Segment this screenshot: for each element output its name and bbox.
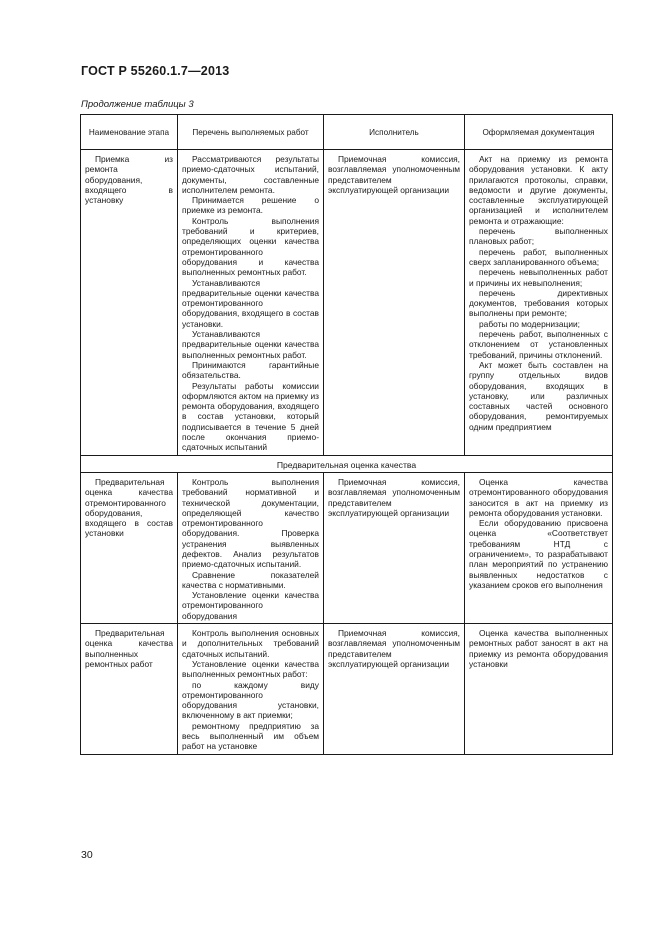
- works-paragraph: Устанавливаются предварительные оценки качества выполненных ремонтных работ.: [182, 329, 319, 360]
- column-header-works: Перечень выполняемых работ: [178, 115, 324, 150]
- table-continuation-caption: Продолжение таблицы 3: [81, 99, 194, 110]
- stage-cell: [81, 472, 178, 623]
- documentation-cell: [465, 624, 613, 755]
- works-paragraph: Результаты работы комиссии оформляются актом на приемку из ремонта оборудования, входящего в состав установки, который подписывается в течение 5 дней после окончания приемо-сдаточных испытаний: [182, 380, 319, 453]
- page-number: 30: [81, 849, 93, 861]
- docs-paragraph: Акт на приемку из ремонта оборудования установки. К акту прилагаются протоколы, справки, ведомости и другие документы, составленные эксплуатирующей организацией и исполнителем ремонта и отражающие:: [469, 154, 608, 226]
- docs-paragraph: Оценка качества отремонтированного оборудования заносится в акт на приемку из ремонта оборудования установки.: [469, 476, 608, 518]
- document-title: ГОСТ Р 55260.1.7—2013: [81, 64, 230, 78]
- works-paragraph: ремонтному предприятию за весь выполненный им объем работ на установке: [182, 720, 319, 752]
- table-row: [81, 624, 613, 755]
- table-row: [81, 472, 613, 623]
- table-header-row: [81, 115, 613, 150]
- executor-cell: [324, 472, 465, 623]
- works-paragraph: Установление оценки качества выполненных ремонтных работ:: [182, 658, 319, 680]
- table-row: [81, 150, 613, 456]
- section-title: Предварительная оценка качества: [81, 455, 613, 472]
- works-paragraph: Устанавливаются предварительные оценки качества отремонтированного оборудования, входящего в состав установки.: [182, 277, 319, 329]
- docs-paragraph: перечень работ, выполненных с отклонением от установленных требований, причины отклонений.: [469, 329, 608, 360]
- stage-cell: [81, 150, 178, 456]
- works-paragraph: Контроль выполнения требований и критериев, определяющих оценки качества отремонтированного оборудования и качества выполненных ремонтных работ.: [182, 215, 319, 278]
- docs-paragraph: Оценка качества выполненных ремонтных работ заносят в акт на приемку из ремонта оборудования установки: [469, 628, 608, 669]
- stage-cell: [81, 624, 178, 755]
- stage-name: Предварительная оценка качества выполненных ремонтных работ: [85, 628, 173, 669]
- docs-paragraph: Акт может быть составлен на группу отдельных видов оборудования, входящих в установку, или различных составных частей основного оборудования, ремонтируемых одним предприятием: [469, 359, 608, 432]
- executor-text: Приемочная комиссия, возглавляемая уполномоченным представителем эксплуатирующей организации: [328, 476, 460, 518]
- documentation-cell: [465, 472, 613, 623]
- column-header-executor: Исполнитель: [324, 115, 465, 150]
- works-paragraph: Принимается решение о приемке из ремонта.: [182, 195, 319, 216]
- executor-text: Приемочная комиссия, возглавляемая уполномоченным представителем эксплуатирующей организации: [328, 628, 460, 669]
- works-paragraph: Контроль выполнения основных и дополнительных требований сдаточных испытаний.: [182, 628, 319, 659]
- documentation-cell: [465, 150, 613, 456]
- works-paragraph: Сравнение показателей качества с нормативными.: [182, 569, 319, 590]
- docs-paragraph: перечень директивных документов, требования которых выполнены при ремонте;: [469, 287, 608, 319]
- column-header-documentation: Оформляемая документация: [465, 115, 613, 150]
- work-stages-table: [80, 114, 613, 755]
- executor-cell: [324, 624, 465, 755]
- works-paragraph: Контроль выполнения требований нормативной и технической документации, определяющей качество отремонтированного оборудования. Проверка устранения выявленных дефектов. Анализ результатов приемо-сдаточных испытаний.: [182, 476, 319, 570]
- stage-name: Предварительная оценка качества отремонтированного оборудования, входящего в состав установки: [85, 476, 173, 539]
- docs-paragraph: перечень выполненных плановых работ;: [469, 226, 608, 247]
- docs-paragraph: перечень невыполненных работ и причины их невыполнения;: [469, 267, 608, 288]
- docs-paragraph: Если оборудованию присвоена оценка «Соответствует требованиям НТД с ограничением», то разрабатывают план мероприятий по устранению выявленных недостатков с указанием сроков его выполнения: [469, 518, 608, 590]
- column-header-stage: Наименование этапа: [81, 115, 178, 150]
- docs-paragraph: работы по модернизации;: [479, 318, 581, 329]
- works-cell: [178, 150, 324, 456]
- works-paragraph: по каждому виду отремонтированного оборудования установки, включенному в акт приемки;: [182, 679, 319, 721]
- works-cell: [178, 472, 324, 623]
- executor-cell: [324, 150, 465, 456]
- works-paragraph: Принимаются гарантийные обязательства.: [182, 359, 319, 381]
- section-header-row: [81, 455, 613, 472]
- docs-paragraph: перечень работ, выполненных сверх запланированного объема;: [469, 246, 608, 267]
- stage-name: Приемка из ремонта оборудования, входящего в установку: [85, 154, 173, 206]
- works-paragraph: Установление оценки качества отремонтированного оборудования: [182, 590, 319, 621]
- works-cell: [178, 624, 324, 755]
- executor-text: Приемочная комиссия, возглавляемая уполномоченным представителем эксплуатирующей организации: [328, 154, 460, 195]
- works-paragraph: Рассматриваются результаты приемо-сдаточных испытаний, документы, составленные исполнителем ремонта.: [182, 154, 319, 195]
